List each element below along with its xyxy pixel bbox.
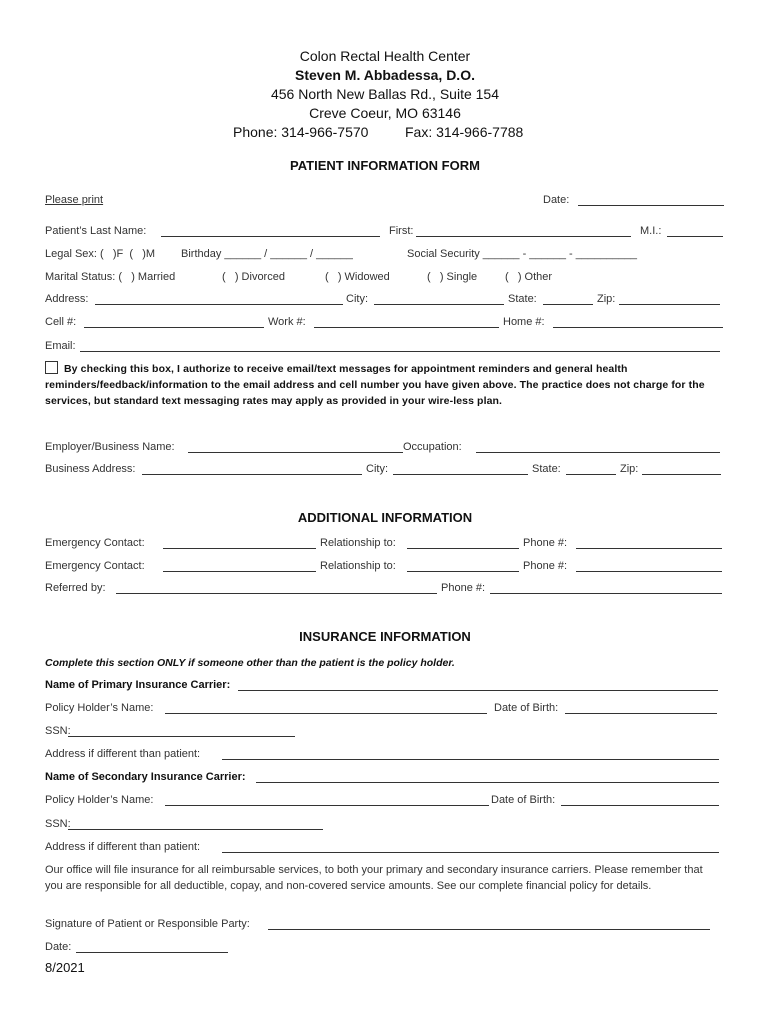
practice-address-line1: 456 North New Ballas Rd., Suite 154 [270, 86, 499, 102]
legal-sex-field[interactable]: Legal Sex: ( )F ( )M [45, 248, 156, 260]
address-field[interactable] [95, 304, 343, 305]
home-field[interactable] [553, 327, 723, 328]
practice-fax: Fax: 314-966-7788 [405, 124, 524, 140]
cell-field[interactable] [84, 327, 264, 328]
middle-initial-label: M.I.: [640, 225, 662, 237]
state-field[interactable] [543, 304, 593, 305]
emergency-contact-2-label: Emergency Contact: [45, 560, 145, 572]
date-field[interactable] [578, 205, 724, 206]
marital-status-widowed[interactable]: ( ) Widowed [325, 271, 390, 283]
referred-by-field[interactable] [116, 593, 437, 594]
date-of-birth-field[interactable] [565, 713, 717, 714]
marital-status-single[interactable]: ( ) Single [427, 271, 478, 283]
date-of-birth-2-label: Date of Birth: [491, 794, 556, 806]
signature-date-field[interactable] [76, 952, 228, 953]
relationship-field[interactable] [407, 548, 519, 549]
signature-label: Signature of Patient or Responsible Party: [45, 918, 250, 930]
emergency-contact-2-field[interactable] [163, 571, 316, 572]
business-address-field[interactable] [142, 474, 362, 475]
address-label: Address: [45, 293, 89, 305]
relationship-label: Relationship to: [320, 537, 396, 549]
signature-date-label: Date: [45, 941, 72, 953]
business-state-field[interactable] [566, 474, 616, 475]
emergency-phone-field[interactable] [576, 548, 722, 549]
employer-field[interactable] [188, 452, 403, 453]
please-print-note: Please print [45, 194, 104, 206]
address-if-different-2-field[interactable] [222, 852, 719, 853]
business-zip-label: Zip: [620, 463, 639, 475]
ssn-2-field[interactable] [68, 829, 323, 830]
date-of-birth-label: Date of Birth: [494, 702, 559, 714]
insurance-statement: Our office will file insurance for all reimbursable services, to both your primary and secondary insurance carriers. Please remember that you are responsible for all deductible, copay, and non-covered service amounts. See our complete financial policy for details. [45, 864, 703, 892]
marital-status-divorced[interactable]: ( ) Divorced [222, 271, 285, 283]
ssn-2-label: SSN: [45, 818, 71, 830]
address-if-different-label: Address if different than patient: [45, 748, 201, 760]
home-label: Home #: [503, 316, 545, 328]
relationship-2-field[interactable] [407, 571, 519, 572]
social-security-field[interactable]: Social Security ______ - ______ - __________ [407, 248, 637, 260]
additional-information-title: ADDITIONAL INFORMATION [297, 510, 473, 525]
relationship-2-label: Relationship to: [320, 560, 396, 572]
business-zip-field[interactable] [642, 474, 721, 475]
business-address-label: Business Address: [45, 463, 136, 475]
cell-label: Cell #: [45, 316, 77, 328]
last-name-label: Patient’s Last Name: [45, 225, 147, 237]
occupation-field[interactable] [476, 452, 720, 453]
practice-name: Colon Rectal Health Center [299, 48, 471, 64]
practice-phone: Phone: 314-966-7570 [233, 124, 369, 140]
email-label: Email: [45, 340, 76, 352]
city-label: City: [346, 293, 368, 305]
emergency-phone-label: Phone #: [523, 537, 568, 549]
policy-holder-2-label: Policy Holder’s Name: [45, 794, 154, 806]
insurance-note: Complete this section ONLY if someone other than the patient is the policy holder. [45, 657, 455, 669]
first-name-label: First: [389, 225, 414, 237]
ssn-label: SSN: [45, 725, 71, 737]
doctor-name: Steven M. Abbadessa, D.O. [295, 67, 475, 83]
practice-address-line2: Creve Coeur, MO 63146 [309, 105, 461, 121]
birthday-field[interactable]: Birthday ______ / ______ / ______ [181, 248, 353, 260]
signature-field[interactable] [268, 929, 710, 930]
business-city-label: City: [366, 463, 388, 475]
form-title: PATIENT INFORMATION FORM [290, 158, 480, 173]
zip-label: Zip: [597, 293, 616, 305]
emergency-contact-label: Emergency Contact: [45, 537, 145, 549]
referred-by-label: Referred by: [45, 582, 106, 594]
city-field[interactable] [374, 304, 504, 305]
business-state-label: State: [532, 463, 561, 475]
primary-carrier-field[interactable] [238, 690, 718, 691]
state-label: State: [508, 293, 537, 305]
ssn-field[interactable] [68, 736, 295, 737]
referral-phone-label: Phone #: [441, 582, 486, 594]
consent-text: By checking this box, I authorize to receive email/text messages for appointment reminders and general health reminders/feedback/information to the email address and cell number you have given above. The practice does not charge for the services, but standard text messaging rates may apply as provided in your wire-less plan. [45, 363, 705, 407]
revision-date: 8/2021 [45, 960, 85, 975]
policy-holder-2-field[interactable] [165, 805, 489, 806]
marital-status-married[interactable]: Marital Status: ( ) Married [45, 271, 176, 283]
marital-status-other[interactable]: ( ) Other [505, 271, 553, 283]
address-if-different-2-label: Address if different than patient: [45, 841, 201, 853]
policy-holder-field[interactable] [165, 713, 487, 714]
zip-field[interactable] [619, 304, 720, 305]
secondary-carrier-field[interactable] [256, 782, 719, 783]
date-label: Date: [543, 194, 570, 206]
email-field[interactable] [80, 351, 720, 352]
date-of-birth-2-field[interactable] [561, 805, 719, 806]
emergency-phone-2-field[interactable] [576, 571, 722, 572]
referral-phone-field[interactable] [490, 593, 722, 594]
secondary-carrier-label: Name of Secondary Insurance Carrier: [45, 771, 246, 783]
business-city-field[interactable] [393, 474, 528, 475]
primary-carrier-label: Name of Primary Insurance Carrier: [45, 679, 231, 691]
first-name-field[interactable] [416, 236, 631, 237]
emergency-contact-field[interactable] [163, 548, 316, 549]
work-field[interactable] [314, 327, 499, 328]
last-name-field[interactable] [161, 236, 380, 237]
occupation-label: Occupation: [403, 441, 462, 453]
policy-holder-label: Policy Holder’s Name: [45, 702, 154, 714]
address-if-different-field[interactable] [222, 759, 719, 760]
middle-initial-field[interactable] [667, 236, 723, 237]
emergency-phone-2-label: Phone #: [523, 560, 568, 572]
insurance-information-title: INSURANCE INFORMATION [299, 629, 471, 644]
employer-label: Employer/Business Name: [45, 441, 175, 453]
work-label: Work #: [268, 316, 306, 328]
